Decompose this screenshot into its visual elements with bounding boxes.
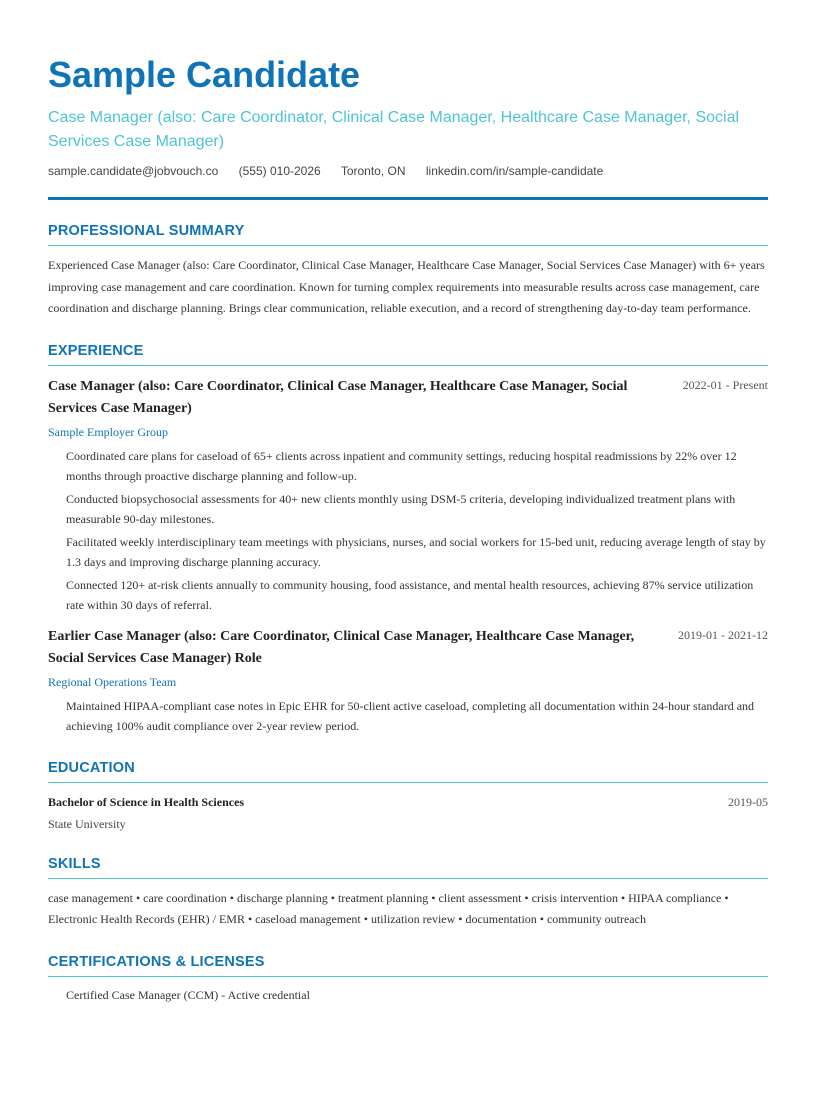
job-title: Case Manager (also: Care Coordinator, Clinical Case Manager, Healthcare Case Manager, Social Services Case Manager) bbox=[48, 378, 628, 416]
section-title-certifications: CERTIFICATIONS & LICENSES bbox=[48, 953, 768, 977]
education-date: 2019-05 bbox=[728, 794, 768, 809]
job-dates: 2019-01 - 2021-12 bbox=[678, 627, 768, 642]
section-title-experience: EXPERIENCE bbox=[48, 342, 768, 366]
job-entry bbox=[48, 626, 768, 737]
job-header bbox=[48, 626, 768, 670]
contact-line bbox=[48, 163, 768, 179]
job-bullet: Conducted biopsychosocial assessments for 40+ new clients monthly using DSM-5 criteria, developing individualized treatment plans with measurable 90-day milestones. bbox=[66, 491, 736, 526]
education-section bbox=[48, 759, 768, 833]
job-bullet: Maintained HIPAA-compliant case notes in Epic EHR for 50-client active caseload, completing all documentation within 24-hour standard and achieving 100% audit compliance over 2-year review period. bbox=[66, 698, 755, 733]
job-bullets bbox=[48, 696, 768, 737]
job-dates: 2022-01 - Present bbox=[682, 377, 768, 392]
section-title-summary: PROFESSIONAL SUMMARY bbox=[48, 222, 768, 246]
job-entry bbox=[48, 376, 768, 616]
contact-email[interactable]: sample.candidate@jobvouch.co bbox=[48, 164, 219, 178]
contact-phone: (555) 010-2026 bbox=[238, 164, 321, 178]
job-employer: Sample Employer Group bbox=[48, 424, 168, 439]
section-title-skills: SKILLS bbox=[48, 855, 768, 879]
certification-item: Certified Case Manager (CCM) - Active credential bbox=[66, 987, 310, 1002]
contact-location: Toronto, ON bbox=[340, 164, 406, 178]
job-title: Earlier Case Manager (also: Care Coordinator, Clinical Case Manager, Healthcare Case Manager, Social Services Case Manager) Role bbox=[48, 628, 635, 666]
summary-section bbox=[48, 222, 768, 320]
contact-linkedin[interactable]: linkedin.com/in/sample-candidate bbox=[425, 164, 604, 178]
summary-text: Experienced Case Manager (also: Care Coordinator, Clinical Case Manager, Healthcare Case Manager, Social Services Case Manager) with 6+ years improving case management and care coordination. Known for turning complex requirements into measurable results across case management, care coordination and discharge planning. Brings clear communication, reliable execution, and a record of strengthening day-to-day team performance. bbox=[48, 258, 765, 315]
job-bullet: Coordinated care plans for caseload of 65+ clients across inpatient and community settings, reducing hospital readmissions by 22% over 12 months through proactive discharge planning and follow-up. bbox=[66, 448, 737, 483]
section-title-education: EDUCATION bbox=[48, 759, 768, 783]
candidate-headline: Case Manager (also: Care Coordinator, Clinical Case Manager, Healthcare Case Manager, Social Services Case Manager) bbox=[48, 109, 740, 150]
candidate-name: Sample Candidate bbox=[48, 54, 361, 95]
job-bullets bbox=[48, 446, 768, 616]
skills-section bbox=[48, 855, 768, 931]
education-header bbox=[48, 793, 768, 811]
experience-section bbox=[48, 342, 768, 737]
resume-page bbox=[48, 0, 768, 1004]
skills-list: case management • care coordination • discharge planning • treatment planning • client assessment • crisis intervention • HIPAA compliance • Electronic Health Records (EHR) / EMR • caseload management • utilization review • documentation • community outreach bbox=[48, 890, 729, 926]
job-employer: Regional Operations Team bbox=[48, 674, 177, 689]
job-bullet: Connected 120+ at-risk clients annually to community housing, food assistance, and mental health resources, achieving 87% service utilization rate within 30 days of referral. bbox=[66, 577, 754, 612]
job-bullet: Facilitated weekly interdisciplinary team meetings with physicians, nurses, and social workers for 15-bed unit, reducing average length of stay by 1.3 days and improving discharge planning accuracy. bbox=[66, 534, 766, 569]
education-school: State University bbox=[48, 816, 126, 831]
certifications-section bbox=[48, 953, 768, 1004]
education-degree: Bachelor of Science in Health Sciences bbox=[48, 794, 245, 809]
header-divider bbox=[48, 197, 768, 200]
job-header bbox=[48, 376, 768, 420]
